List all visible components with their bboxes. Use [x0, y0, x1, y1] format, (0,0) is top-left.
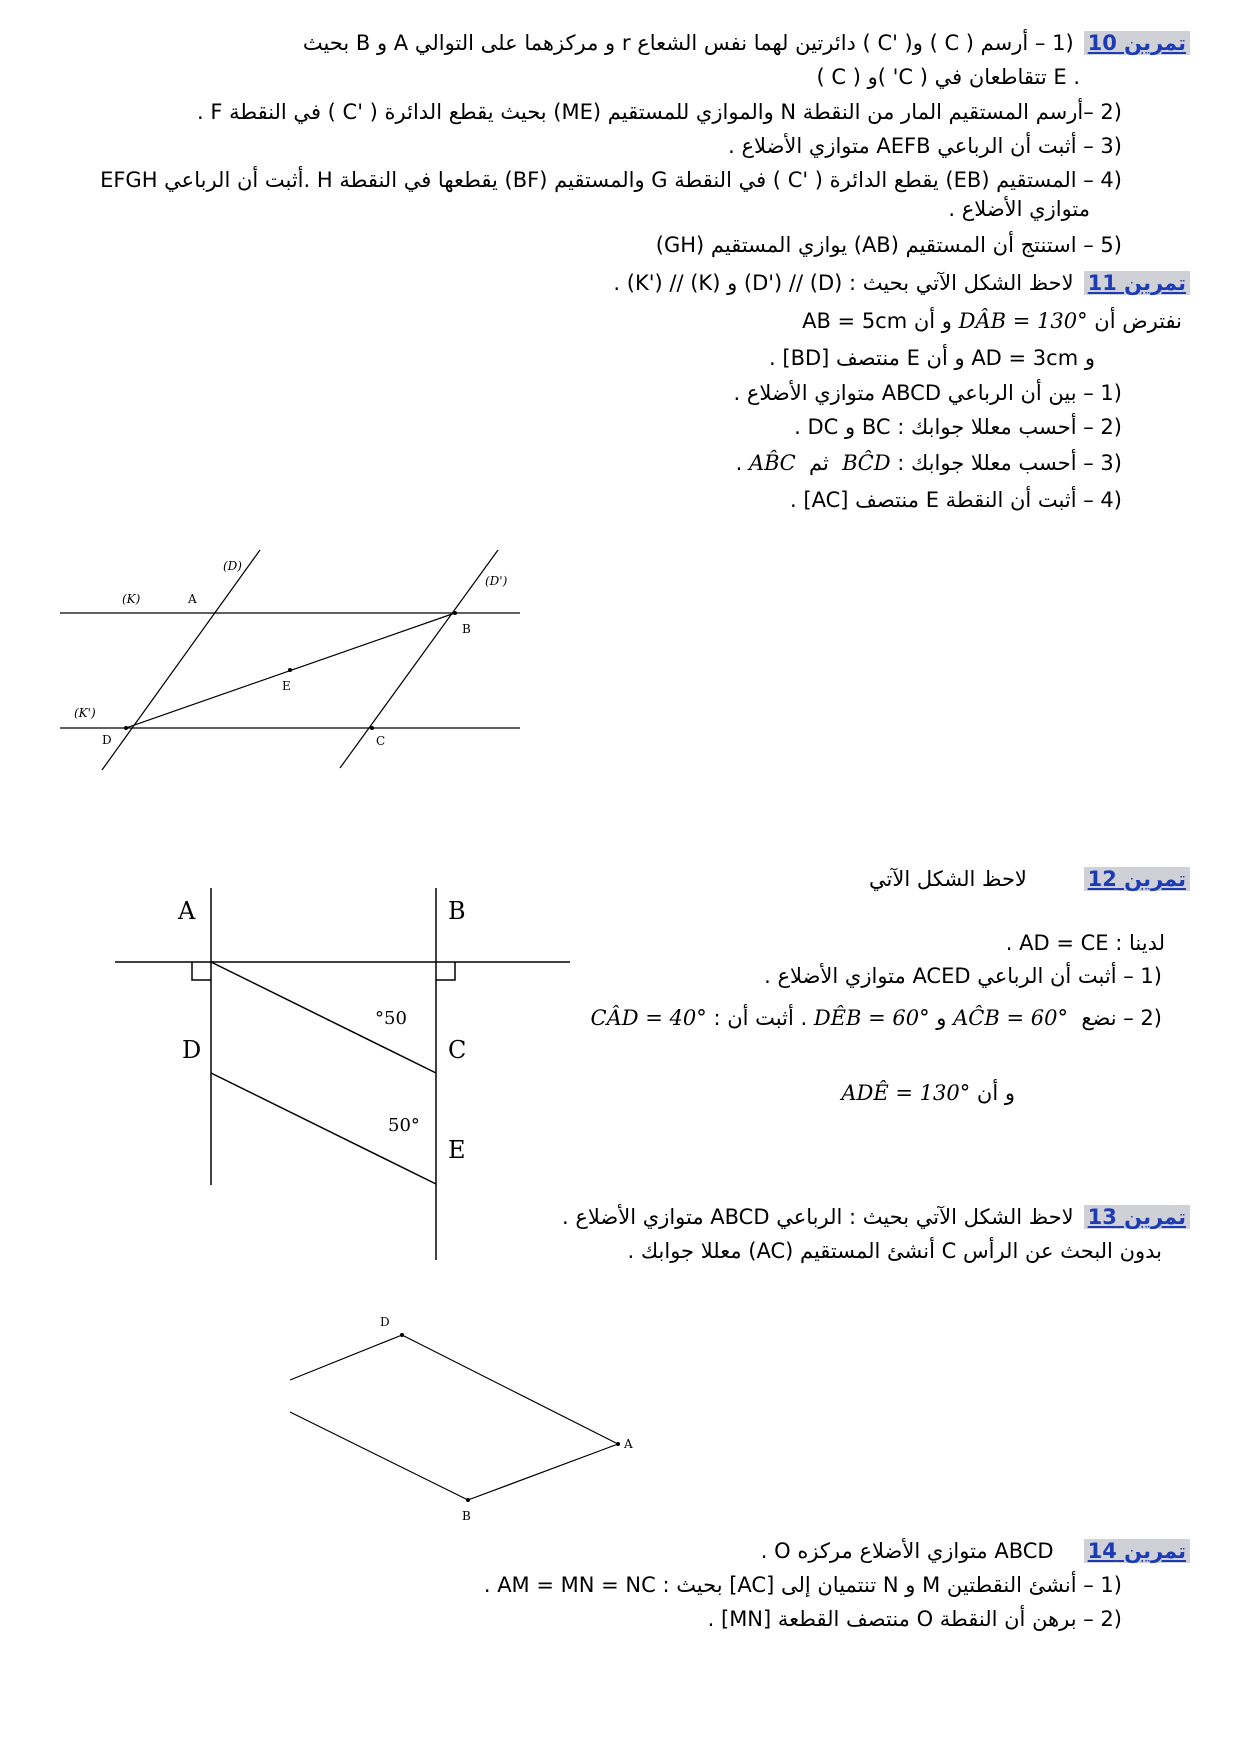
- label-b: B: [448, 897, 466, 925]
- point-a: [616, 1442, 620, 1446]
- ex12-angle-cad: CÂD = 40°: [590, 1006, 707, 1030]
- segment-ba: [468, 1444, 618, 1500]
- label-d: D: [380, 1315, 390, 1329]
- ex11-line-2: [802, 308, 1182, 334]
- ex12-l5-pre: و أن: [976, 1081, 1015, 1105]
- ex12-angle-deb: DÊB = 60°: [813, 1006, 930, 1030]
- right-angle-b: [436, 962, 455, 980]
- label-angle-50-top: °50: [375, 1008, 407, 1029]
- label-c: C: [376, 734, 386, 748]
- ex11-angle-dab: DÂB = 130°: [958, 309, 1088, 333]
- ex10-line-1: [303, 30, 1190, 56]
- ex12-line-1: [869, 866, 1190, 892]
- ex10-line-6: متوازي الأضلاع .: [948, 197, 1090, 221]
- label-b: B: [462, 622, 471, 636]
- ex11-l2-pre: نفترض أن: [1094, 309, 1182, 333]
- point-c: [370, 726, 374, 730]
- point-b: [453, 611, 457, 615]
- ex12-l4-and: و: [936, 1006, 947, 1030]
- point-b: [466, 1498, 470, 1502]
- line-dp: [340, 550, 498, 768]
- ex12-figure: [110, 880, 580, 1265]
- ex11-angle-abc: AB̂C: [748, 451, 796, 475]
- ex12-l4-pre: (2 – نضع: [1081, 1006, 1162, 1030]
- ex11-figure: [50, 540, 530, 780]
- ex12-line-4: [591, 1005, 1162, 1031]
- point-d: [124, 726, 128, 730]
- ex14-line-2: (1 – أنشئ النقطتين M و N تنتميان إلى [AC] بحيث : AM = MN = NC .: [483, 1573, 1122, 1597]
- label-b: B: [462, 1509, 471, 1523]
- point-e: [288, 668, 292, 672]
- ex12-angle-acb: AĈB = 60°: [953, 1006, 1068, 1030]
- ex11-line-1: [613, 270, 1190, 296]
- ex11-l6-pre: (3 – أحسب معللا جوابك :: [897, 451, 1122, 475]
- ex12-line-3: (1 – أثبت أن الرباعي ACED متوازي الأضلاع .: [764, 964, 1162, 988]
- ex13-line-2: بدون البحث عن الرأس C أنشئ المستقيم (AC) معللا جوابك .: [627, 1239, 1162, 1263]
- ex12-l4-mid: . أثبت أن :: [713, 1006, 808, 1030]
- ex11-line-5: (2 – أحسب معللا جوابك : BC و DC .: [794, 415, 1122, 439]
- right-angle-a: [192, 962, 211, 980]
- ex10-line-4: (3 – أثبت أن الرباعي AEFB متوازي الأضلاع .: [728, 134, 1122, 158]
- ex10-line-5: (4 – المستقيم (EB) يقطع الدائرة ( 'C ) في النقطة G والمستقيم (BF) يقطعها في النقطة H .أثبت أن الرباعي EFGH: [100, 168, 1122, 192]
- label-a: A: [178, 897, 196, 925]
- label-line-d: (D): [223, 559, 242, 573]
- label-e: E: [282, 679, 291, 693]
- label-c: C: [448, 1036, 467, 1064]
- ex11-line-4: (1 – بين أن الرباعي ABCD متوازي الأضلاع .: [733, 381, 1122, 405]
- ex13-text-1: لاحظ الشكل الآتي بحيث : الرباعي ABCD متوازي الأضلاع .: [562, 1205, 1074, 1229]
- ex11-line-3: و AD = 3cm و أن E منتصف [BD] .: [769, 346, 1095, 370]
- label-d: D: [182, 1036, 202, 1064]
- ex10-line-7: (5 – استنتج أن المستقيم (AB) يوازي المستقيم (GH): [655, 233, 1122, 257]
- segment-left-b: [290, 1412, 468, 1500]
- ex12-angle-ade: ADÊ = 130°: [841, 1081, 971, 1105]
- ex11-line-7: (4 – أثبت أن النقطة E منتصف [AC] .: [790, 488, 1122, 512]
- ex12-line-5: [841, 1080, 1015, 1106]
- label-a: A: [624, 1437, 633, 1451]
- label-line-dp: (D'): [485, 574, 508, 588]
- label-line-k: (K): [122, 592, 141, 606]
- segment-d-left: [290, 1335, 402, 1380]
- label-d: D: [102, 733, 112, 747]
- ex13-figure: [280, 1300, 660, 1530]
- segment-da: [402, 1335, 618, 1444]
- ex12-text-1: لاحظ الشكل الآتي: [869, 867, 1027, 891]
- label-line-kp: (K'): [74, 706, 96, 720]
- ex13-label: تمرين 13: [1084, 1205, 1190, 1229]
- ex14-label: تمرين 14: [1084, 1539, 1190, 1563]
- ex11-label: تمرين 11: [1084, 271, 1190, 295]
- line-d: [102, 550, 260, 770]
- ex11-l6-mid: ثم: [809, 451, 829, 475]
- ex10-line-2: ( C ) و( 'C ) تتقاطعان في E .: [816, 65, 1080, 89]
- ex13-line-1: [562, 1204, 1190, 1230]
- ex14-line-1: [761, 1538, 1190, 1564]
- ex11-line-6: (3 – أحسب معللا جوابك : BĈD ثم AB̂C .: [735, 451, 1122, 475]
- ex14-line-3: (2 – برهن أن النقطة O منتصف القطعة [MN] .: [707, 1607, 1122, 1631]
- ex11-text-1: لاحظ الشكل الآتي بحيث : (D) // ('D) و (K) // ('K) .: [613, 271, 1074, 295]
- ex10-line-3: (2 –أرسم المستقيم المار من النقطة N والموازي للمستقيم (ME) بحيث يقطع الدائرة ( 'C ) في النقطة F .: [196, 100, 1122, 124]
- label-angle-50-bottom: 50°: [388, 1115, 420, 1136]
- ex10-text-1: (1 – أرسم ( C ) و( 'C ) دائرتين لهما نفس الشعاع r و مركزهما على التوالي A و B بحيث: [302, 31, 1074, 55]
- ex14-text-1: ABCD متوازي الأضلاع مركزه O .: [760, 1539, 1054, 1563]
- label-e: E: [448, 1136, 466, 1164]
- ex12-line-2: لدينا : AD = CE .: [1005, 931, 1165, 955]
- point-d: [400, 1333, 404, 1337]
- label-a: A: [188, 592, 197, 606]
- ex11-angle-bcd: BĈD: [842, 451, 891, 475]
- ex10-label: تمرين 10: [1084, 31, 1190, 55]
- ex11-l2-post: و أن AB = 5cm: [802, 309, 952, 333]
- ex12-label: تمرين 12: [1084, 867, 1190, 891]
